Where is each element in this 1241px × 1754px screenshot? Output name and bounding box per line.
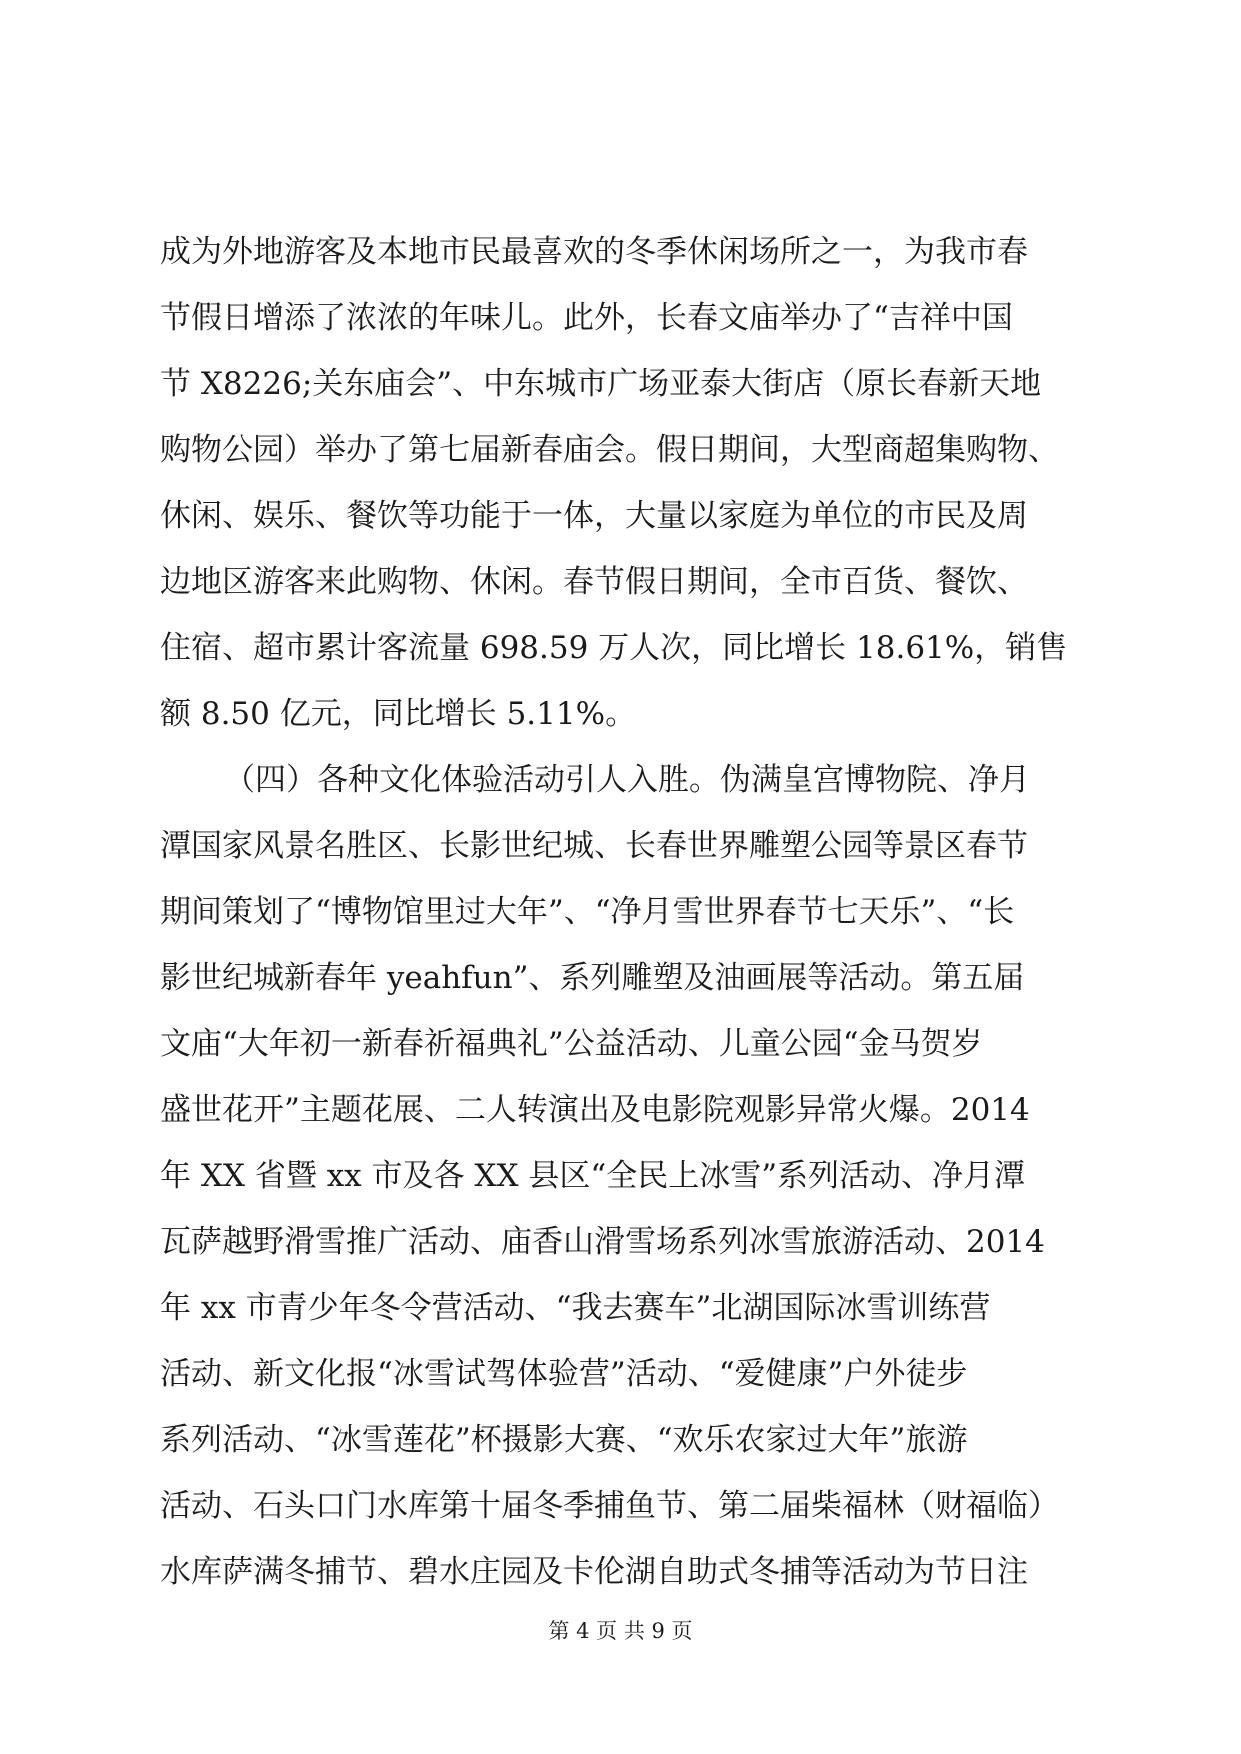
text-line: 系列活动、“冰雪莲花”杯摄影大赛、“欢乐农家过大年”旅游 [160, 1422, 968, 1458]
text-line: 盛世花开”主题花展、二人转演出及电影院观影异常火爆。2014 [160, 1092, 1030, 1128]
text-line: 期间策划了“博物馆里过大年”、“净月雪世界春节七天乐”、“长 [160, 894, 1015, 930]
text-line: 节 X8226;关东庙会”、中东城市广场亚泰大街店（原长春新天地 [160, 366, 1042, 402]
page-number-footer: 第 4 页 共 9 页 [548, 1619, 693, 1643]
text-line: 住宿、超市累计客流量 698.59 万人次，同比增长 18.61%，销售 [160, 630, 1068, 666]
text-line: 瓦萨越野滑雪推广活动、庙香山滑雪场系列冰雪旅游活动、2014 [160, 1224, 1045, 1260]
text-line: 潭国家风景名胜区、长影世纪城、长春世界雕塑公园等景区春节 [160, 828, 1028, 864]
text-line: 年 xx 市青少年冬令营活动、“我去赛车”北湖国际冰雪训练营 [160, 1290, 991, 1326]
text-line: 活动、石头口门水库第十届冬季捕鱼节、第二届柴福林（财福临） [160, 1488, 1059, 1524]
text-line: 水库萨满冬捕节、碧水庄园及卡伦湖自助式冬捕等活动为节日注 [160, 1554, 1028, 1590]
text-line: 活动、新文化报“冰雪试驾体验营”活动、“爱健康”户外徒步 [160, 1356, 968, 1392]
text-line: 成为外地游客及本地市民最喜欢的冬季休闲场所之一，为我市春 [160, 234, 1028, 270]
text-line: 影世纪城新春年 yeahfun”、系列雕塑及油画展等活动。第五届 [160, 960, 1025, 996]
text-line: 节假日增添了浓浓的年味儿。此外，长春文庙举办了“吉祥中国 [160, 300, 1013, 336]
paragraph-start-line: （四）各种文化体验活动引人入胜。伪满皇宫博物院、净月 [224, 762, 1030, 798]
text-line: 购物公园）举办了第七届新春庙会。假日期间，大型商超集购物、 [160, 432, 1059, 468]
text-line: 休闲、娱乐、餐饮等功能于一体，大量以家庭为单位的市民及周 [160, 498, 1028, 534]
text-line: 额 8.50 亿元，同比增长 5.11%。 [160, 696, 637, 732]
text-line: 边地区游客来此购物、休闲。春节假日期间，全市百货、餐饮、 [160, 564, 1028, 600]
text-line: 年 XX 省暨 xx 市及各 XX 县区“全民上冰雪”系列活动、净月潭 [160, 1158, 1026, 1194]
text-line: 文庙“大年初一新春祈福典礼”公益活动、儿童公园“金马贺岁 [160, 1026, 983, 1062]
